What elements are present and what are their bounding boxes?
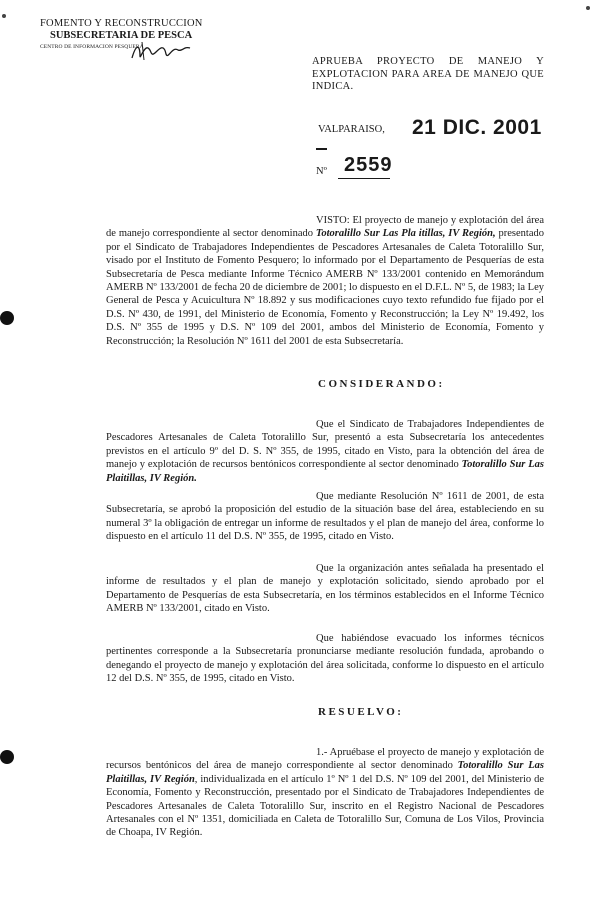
visto-lead: VISTO: xyxy=(316,215,350,226)
resuelvo-r1-text-b: , individualizada en el artículo 1º Nº 1 del D.S. Nº 109 del 2001, del Ministerio de Economía, Fomento y Reconstrucción, presentado por el Sindicato de Trabajadores Independientes de Pescadores Artesanales de Caleta Totoralillo Sur, inscrito en el Registro Nacional de Pescadores Artesanales con el Nº 1351, domiciliada en Caleta de Totoralillo Sur, Comuna de Los Vilos, Provincia de Choapa, IV Región. xyxy=(106,773,545,839)
resuelvo-heading: RESUELVO: xyxy=(318,706,404,718)
considerando-p1-text: Que el Sindicato de Trabajadores Independientes de Pescadores Artesanales de Caleta Totoralillo Sur, presentó a esta Subsecretaría los antecedentes previstos en el artículo 9º del D. S. Nº 355, de 1995, citado en Visto, para la obtención del área de manejo y explotación de recursos bentónicos correspondiente al sector denominado xyxy=(106,419,544,471)
date-stamp: 21 DIC. 2001 xyxy=(412,116,542,139)
considerando-p1-sector: Totoralillo Sur Las Plaitillas, IV Región. xyxy=(106,459,544,484)
punch-hole-top xyxy=(0,311,14,325)
dash-mark xyxy=(316,148,327,150)
scan-speck xyxy=(2,14,6,18)
visto-text-a: El proyecto de manejo y explotación del área de manejo correspondiente al sector denominado xyxy=(106,215,544,240)
resuelvo-r1-sector: Totoralillo Sur Las Plaitillas, IV Región xyxy=(106,760,544,785)
subsecretaria-header: SUBSECRETARIA DE PESCA xyxy=(50,30,193,41)
considerando-paragraph-1 xyxy=(106,418,544,485)
visto-text-b: presentado por el Sindicato de Trabajadores Independientes de Pescadores Artesanales de Caleta Totoralillo Sur, visado por el Instituto de Fomento Pesquero; lo informado por el Departamento de Pesquerías de esta Subsecretaría de Pesca mediante Informe Técnico AMERB Nº 133/2001 contenido en Memorándum AMERB Nº 133/2001 de fecha 20 de diciembre de 2001; lo dispuesto en el D.F.L. Nº 5, de 1983; la Ley General de Pesca y Acuicultura Nº 18.892 y sus modificaciones cuyo texto refundido fue fijado por el D.S. Nº 430, de 1991, del Ministerio de Economía, Fomento y Reconstrucción; la Ley Nº 19.492, los D.S. Nº 355 de 1995 y D.S. Nº 109 del 2001, ambos del Ministerio de Economía, Fomento y Reconstrucción; la Resolución Nº 1611 del 2001 de esta Subsecretaría. xyxy=(106,228,545,347)
header-small-line: CENTRO DE INFORMACION PESQUERA xyxy=(40,44,144,50)
considerando-paragraph-4: Que habiéndose evacuado los informes técnicos pertinentes corresponde a la Subsecretaría pronunciarse mediante resolución fundada, aprobando o denegando el proyecto de manejo y explotación del área solicitada, conforme lo dispuesto en el artículo 12 del D.S. Nº 355, de 1995, citado en Visto. xyxy=(106,633,544,685)
considerando-paragraph-2: Que mediante Resolución Nº 1611 de 2001, de esta Subsecretaría, se aprobó la proposición del estudio de la situación base del área, estableciendo en su numeral 3º la obligación de entregar un informe de resultados y el plan de manejo del área, conforme lo dispuesto en el artículo 11 del D.S. Nº 355, de 1995, citado en Visto. xyxy=(106,491,544,543)
resolution-number-stamp: 2559 xyxy=(344,154,393,176)
resuelvo-item-1 xyxy=(106,746,544,840)
visto-sector-tail: itillas, IV Región, xyxy=(418,228,496,240)
ministry-header: FOMENTO Y RECONSTRUCCION xyxy=(40,18,203,29)
visto-paragraph xyxy=(106,214,544,348)
punch-hole-bottom xyxy=(0,750,14,764)
visto-sector: Totoralillo Sur Las Pla xyxy=(315,228,419,240)
scan-speck xyxy=(586,6,590,10)
number-label: Nº xyxy=(316,166,327,177)
number-underline xyxy=(338,178,390,179)
considerando-heading: CONSIDERANDO: xyxy=(318,378,445,390)
resuelvo-r1-text-a: 1.- Apruébase el proyecto de manejo y explotación de recursos bentónicos del área de manejo correspondiente al sector denominado xyxy=(106,747,544,772)
handwritten-initials xyxy=(128,40,198,62)
place-city: VALPARAISO, xyxy=(318,124,385,135)
resolution-subject: APRUEBA PROYECTO DE MANEJO Y EXPLOTACION PARA AREA DE MANEJO QUE INDICA. xyxy=(312,56,544,92)
considerando-paragraph-3: Que la organización antes señalada ha presentado el informe de resultados y el plan de manejo y explotación solicitado, siendo aprobado por el Departamento de Pesquerías de esta Subsecretaría, en los términos establecidos en el Informe Técnico AMERB Nº 133/2001, citado en Visto. xyxy=(106,563,544,615)
